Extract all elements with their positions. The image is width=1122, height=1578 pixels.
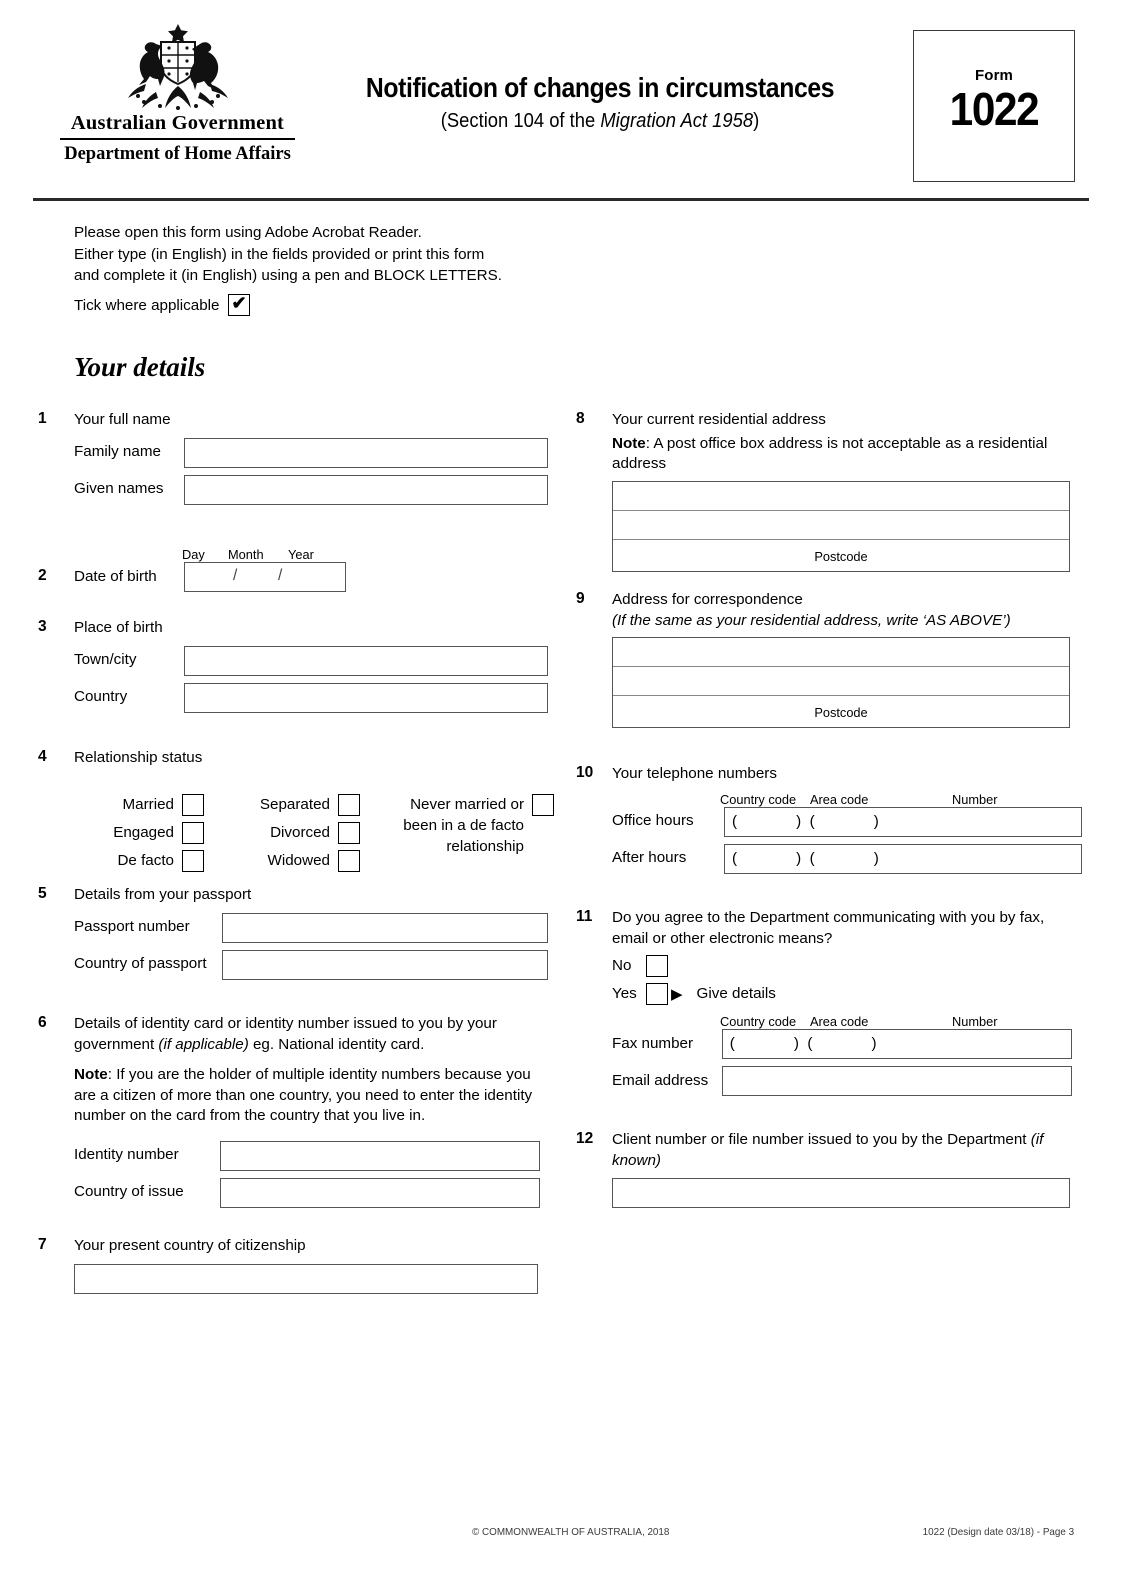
- government-branding: [40, 22, 315, 165]
- town-city-input[interactable]: [184, 646, 548, 676]
- correspondence-address-line-1[interactable]: [613, 638, 1069, 667]
- country-of-issue-row: [74, 1178, 540, 1208]
- form-subtitle: [324, 110, 876, 133]
- dob-month-label: Month: [228, 547, 264, 562]
- question-6-number: 6: [38, 1014, 47, 1031]
- question-8-body: [612, 410, 1074, 572]
- question-8-title: Your current residential address: [612, 411, 826, 428]
- relationship-option-defacto-checkbox[interactable]: [182, 850, 204, 872]
- family-name-input[interactable]: [184, 438, 548, 468]
- family-name-row: [74, 438, 558, 468]
- question-10-body: [612, 764, 1096, 874]
- relationship-option-married[interactable]: [74, 794, 204, 816]
- question-3-title: Place of birth: [74, 619, 163, 636]
- citizenship-country-input[interactable]: [74, 1264, 538, 1294]
- after-hours-paren-mask: ( ) ( ): [732, 849, 879, 867]
- question-3-number: 3: [38, 618, 47, 635]
- question-2-body: [74, 545, 558, 592]
- relationship-option-married-label: Married: [122, 795, 174, 813]
- question-5-body: [74, 885, 558, 980]
- question-4: [38, 748, 558, 869]
- relationship-option-never-married-checkbox[interactable]: [532, 794, 554, 816]
- passport-number-row: [74, 913, 558, 943]
- correspondence-address-line-2[interactable]: [613, 667, 1069, 696]
- question-2-number: 2: [38, 567, 47, 584]
- dob-row: [74, 562, 558, 592]
- correspondence-address-postcode-row[interactable]: [613, 696, 1069, 727]
- question-8-number: 8: [576, 410, 585, 427]
- email-address-row: [612, 1066, 1072, 1096]
- relationship-option-engaged-checkbox[interactable]: [182, 822, 204, 844]
- header-divider: [33, 198, 1089, 201]
- question-5-title: Details from your passport: [74, 886, 252, 903]
- dob-separator-1: /: [233, 567, 238, 584]
- relationship-option-married-checkbox[interactable]: [182, 794, 204, 816]
- commonwealth-coat-of-arms-icon: [116, 22, 240, 114]
- question-4-title: Relationship status: [74, 749, 203, 766]
- fax-paren-mask: ( ) ( ): [729, 1035, 877, 1052]
- question-6-body: [74, 1014, 540, 1208]
- residential-address-postcode-row[interactable]: [613, 540, 1069, 571]
- relationship-option-separated[interactable]: [222, 794, 360, 816]
- given-names-row: [74, 475, 558, 505]
- department-name: Department of Home Affairs: [64, 144, 291, 164]
- fax-number-column-label: Number: [952, 1014, 998, 1029]
- question-8: [576, 410, 1096, 572]
- right-triangle-icon: ▶: [671, 985, 683, 1003]
- question-12-number: 12: [576, 1130, 594, 1147]
- fax-number-row: [612, 1029, 1072, 1059]
- question-6-title: [74, 1014, 540, 1055]
- question-1-body: [74, 410, 558, 505]
- question-2: [38, 545, 558, 592]
- fax-country-code-label: Country code: [720, 1014, 797, 1029]
- question-9-body: [612, 590, 1074, 728]
- question-3: [38, 618, 558, 713]
- date-of-birth-input[interactable]: [184, 562, 346, 592]
- relationship-option-engaged-label: Engaged: [113, 823, 174, 841]
- question-10-title: Your telephone numbers: [612, 765, 777, 782]
- office-hours-label: Office hours: [612, 812, 694, 830]
- relationship-option-divorced-checkbox[interactable]: [338, 822, 360, 844]
- electronic-comms-yes-checkbox[interactable]: [646, 983, 668, 1005]
- question-4-body: [74, 748, 558, 869]
- instruction-line-2: Either type (in English) in the fields provided or print this form: [74, 245, 485, 263]
- town-city-label: Town/city: [74, 651, 137, 669]
- instruction-line-3: and complete it (in English) using a pen and BLOCK LETTERS.: [74, 267, 503, 284]
- australian-government-text: Australian Government: [70, 112, 285, 134]
- instruction-line-1: Please open this form using Adobe Acrobat Reader.: [74, 224, 422, 241]
- relationship-option-separated-checkbox[interactable]: [338, 794, 360, 816]
- form-number-value: 1022: [949, 83, 1039, 135]
- question-12: [576, 1130, 1096, 1208]
- relationship-option-engaged[interactable]: [74, 822, 204, 844]
- dob-year-label: Year: [288, 547, 314, 562]
- identity-number-row: [74, 1141, 540, 1171]
- instructions-block: [74, 222, 502, 287]
- question-1: [38, 410, 558, 505]
- passport-number-input[interactable]: [222, 913, 548, 943]
- form-title-block: [300, 72, 900, 133]
- relationship-option-never-married[interactable]: [384, 794, 554, 857]
- client-number-input[interactable]: [612, 1178, 1070, 1208]
- identity-number-input[interactable]: [220, 1141, 540, 1171]
- relationship-option-divorced-label: Divorced: [270, 823, 330, 841]
- phone-area-code-label: Area code: [810, 791, 869, 807]
- form-number-box: [913, 30, 1075, 182]
- form-word-label: Form: [975, 67, 1013, 84]
- electronic-comms-yes-row[interactable]: [612, 983, 1072, 1005]
- electronic-comms-no-label: No: [612, 956, 632, 974]
- country-of-passport-row: [74, 950, 558, 980]
- phone-number-label: Number: [952, 791, 998, 807]
- email-address-label: Email address: [612, 1071, 709, 1089]
- question-1-title: Your full name: [74, 411, 171, 428]
- question-12-title-italic: (if known): [612, 1131, 1044, 1169]
- residential-address-line-1[interactable]: [613, 482, 1069, 511]
- relationship-option-widowed-checkbox[interactable]: [338, 850, 360, 872]
- question-10: [576, 764, 1096, 874]
- give-details-label: Give details: [696, 984, 776, 1002]
- relationship-option-separated-label: Separated: [259, 795, 330, 813]
- question-6-note-text: : If you are the holder of multiple identity numbers because you are a citizen of more than one country, you need to enter the identity number on the card from the country that you live in.: [74, 1066, 533, 1124]
- relationship-option-defacto-label: De facto: [117, 851, 174, 869]
- passport-number-label: Passport number: [74, 918, 190, 936]
- relationship-option-widowed[interactable]: [222, 850, 360, 872]
- question-7-number: 7: [38, 1236, 47, 1253]
- question-8-note: [612, 434, 1074, 475]
- correspondence-address-block[interactable]: [612, 637, 1070, 728]
- phone-country-code-label: Country code: [720, 791, 797, 807]
- question-9-title: Address for correspondence: [612, 591, 803, 608]
- fax-number-input[interactable]: [722, 1029, 1072, 1059]
- family-name-label: Family name: [74, 443, 161, 461]
- tick-example-checkbox: [228, 294, 250, 316]
- country-of-issue-label: Country of issue: [74, 1183, 184, 1201]
- relationship-option-defacto[interactable]: [74, 850, 204, 872]
- email-address-input[interactable]: [722, 1066, 1072, 1096]
- tick-instruction-row: [74, 294, 250, 316]
- dob-column-headers: [174, 545, 336, 562]
- dob-separator-2: /: [278, 567, 283, 584]
- question-11-number: 11: [576, 908, 593, 925]
- question-6-note-bold: Note: [74, 1066, 108, 1083]
- fax-number-label: Fax number: [612, 1034, 694, 1052]
- office-hours-paren-mask: ( ) ( ): [732, 812, 879, 830]
- question-11: [576, 908, 1096, 1096]
- question-10-number: 10: [576, 764, 594, 781]
- checkmark-icon: ✔: [231, 293, 247, 313]
- question-6: [38, 1014, 558, 1208]
- question-6-title-part1: Details of identity card or identity number issued to you by your government: [74, 1015, 497, 1053]
- country-of-passport-input[interactable]: [222, 950, 548, 980]
- question-8-note-bold: Note: [612, 434, 646, 452]
- subtitle-act-name: Migration Act 1958: [600, 110, 754, 132]
- footer-form-reference: 1022 (Design date 03/18) - Page 3: [922, 1526, 1074, 1538]
- dob-label: Date of birth: [74, 567, 157, 585]
- question-9: [576, 590, 1096, 728]
- country-of-issue-input[interactable]: [220, 1178, 540, 1208]
- page-header: [0, 0, 1122, 200]
- question-5: [38, 885, 558, 980]
- question-7-body: [74, 1236, 558, 1294]
- question-12-title-part1: Client number or file number issued to you by the Department: [612, 1131, 1031, 1148]
- subtitle-prefix: (Section 104 of the: [440, 110, 601, 132]
- after-hours-input[interactable]: [724, 844, 1082, 874]
- office-hours-row: [612, 807, 1096, 837]
- birth-country-label: Country: [74, 688, 128, 706]
- after-hours-row: [612, 844, 1096, 874]
- electronic-comms-no-row[interactable]: [612, 955, 1072, 977]
- footer-copyright: © COMMONWEALTH OF AUSTRALIA, 2018: [472, 1526, 670, 1538]
- relationship-option-widowed-label: Widowed: [267, 851, 330, 869]
- residential-address-line-2[interactable]: [613, 511, 1069, 540]
- question-7: [38, 1236, 558, 1294]
- question-11-body: [612, 908, 1072, 1096]
- residential-address-block[interactable]: [612, 481, 1070, 572]
- question-9-number: 9: [576, 590, 585, 607]
- question-12-body: [612, 1130, 1074, 1208]
- residential-postcode-label: Postcode: [814, 548, 868, 564]
- correspondence-postcode-label: Postcode: [814, 705, 868, 720]
- question-5-number: 5: [38, 885, 47, 902]
- question-3-body: [74, 618, 558, 713]
- birth-country-input[interactable]: [184, 683, 548, 713]
- question-6-title-part2: eg. National identity card.: [248, 1035, 425, 1053]
- phone-column-headers: [714, 790, 1072, 807]
- dob-day-label: Day: [182, 547, 205, 562]
- fax-column-headers: [714, 1012, 1072, 1029]
- question-12-title: [612, 1130, 1074, 1171]
- question-4-number: 4: [38, 748, 47, 765]
- question-1-number: 1: [38, 410, 47, 427]
- question-9-subtitle: (If the same as your residential address, write ‘AS ABOVE’): [612, 611, 1011, 629]
- relationship-status-options: [74, 774, 558, 869]
- town-city-row: [74, 646, 558, 676]
- subtitle-suffix: ): [753, 110, 760, 132]
- question-7-title: Your present country of citizenship: [74, 1237, 306, 1254]
- given-names-label: Given names: [74, 480, 164, 498]
- electronic-comms-no-checkbox[interactable]: [646, 955, 668, 977]
- given-names-input[interactable]: [184, 475, 548, 505]
- fax-area-code-label: Area code: [810, 1014, 869, 1029]
- tick-instruction-label: Tick where applicable: [74, 296, 220, 314]
- question-6-note: [74, 1065, 540, 1127]
- relationship-option-divorced[interactable]: [222, 822, 360, 844]
- form-title: Notification of changes in circumstances: [365, 72, 835, 103]
- birth-country-row: [74, 683, 558, 713]
- question-6-title-italic: (if applicable): [158, 1035, 249, 1053]
- relationship-option-never-married-label: Never married or been in a de facto relationship: [403, 795, 524, 855]
- country-of-passport-label: Country of passport: [74, 955, 207, 973]
- question-11-title: Do you agree to the Department communicating with you by fax, email or other electronic means?: [612, 909, 1045, 947]
- question-8-note-text: : A post office box address is not acceptable as a residential address: [612, 434, 1048, 472]
- office-hours-input[interactable]: [724, 807, 1082, 837]
- section-heading-your-details: Your details: [74, 352, 206, 382]
- after-hours-label: After hours: [612, 849, 687, 867]
- electronic-comms-yes-label: Yes: [612, 984, 637, 1002]
- branding-divider: [60, 138, 295, 140]
- identity-number-label: Identity number: [74, 1146, 179, 1164]
